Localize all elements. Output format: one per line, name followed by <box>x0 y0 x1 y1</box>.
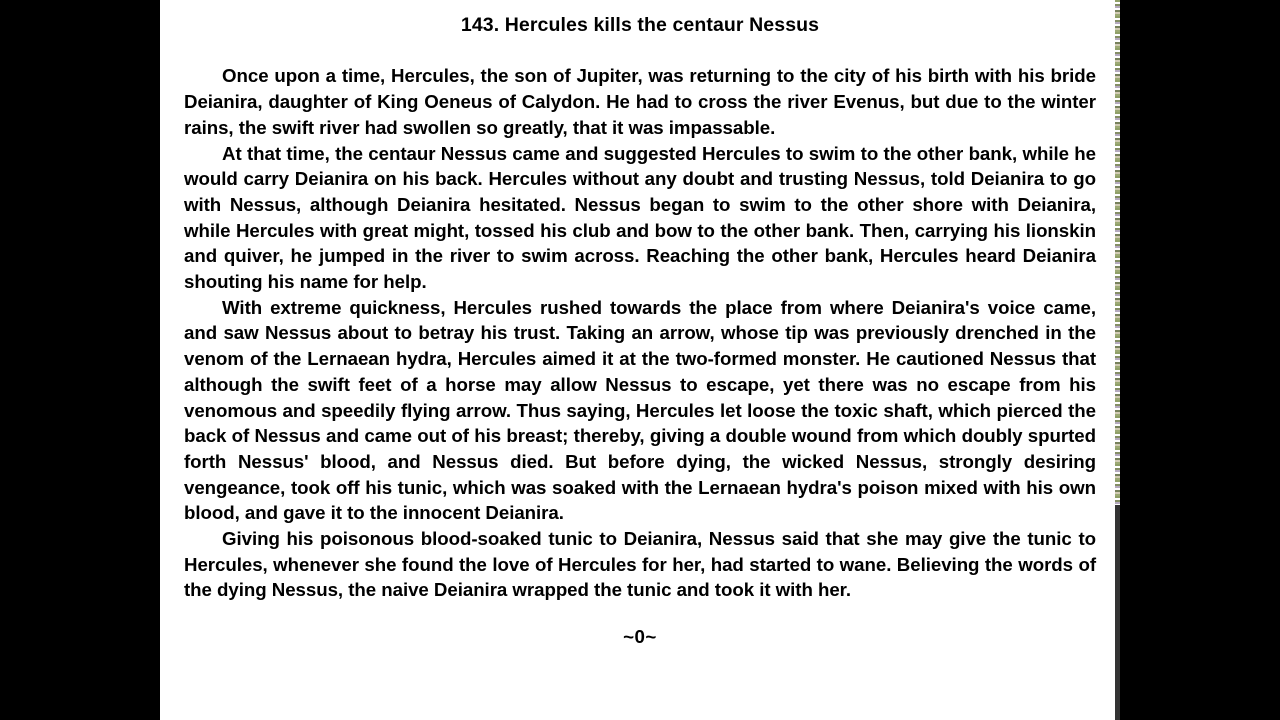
document-page <box>160 0 1120 720</box>
scan-edge-artifact <box>1115 0 1120 505</box>
document-body <box>184 63 1096 603</box>
scan-edge-artifact-lower <box>1115 505 1120 720</box>
paragraph-2: At that time, the centaur Nessus came and suggested Hercules to swim to the other bank, while he would carry Deianira on his back. Hercules without any doubt and trusting Nessus, told Deianira to go with Nessus, although Deianira hesitated. Nessus began to swim to the other shore with Deianira, while Hercules with great might, tossed his club and bow to the other bank. Then, carrying his lionskin and quiver, he jumped in the river to swim across. Reaching the other bank, Hercules heard Deianira shouting his name for help. <box>184 142 1096 293</box>
footer-ornament: ~0~ <box>623 626 657 648</box>
page-title: 143. Hercules kills the centaur Nessus <box>460 14 820 36</box>
paragraph-4: Giving his poisonous blood-soaked tunic to Deianira, Nessus said that she may give the tunic to Hercules, whenever she found the love of Hercules for her, had started to wane. Believing the words of the dying Nessus, the naive Deianira wrapped the tunic and took it with her. <box>184 528 1096 601</box>
paragraph-1: Once upon a time, Hercules, the son of Jupiter, was returning to the city of his birth with his bride Deianira, daughter of King Oeneus of Calydon. He had to cross the river Evenus, but due to the winter rains, the swift river had swollen so greatly, that it was impassable. <box>184 65 1096 138</box>
paragraph-3: With extreme quickness, Hercules rushed towards the place from where Deianira's voice came, and saw Nessus about to betray his trust. Taking an arrow, whose tip was previously drenched in the venom of the Lernaean hydra, Hercules aimed it at the two-formed monster. He cautioned Nessus that although the swift feet of a horse may allow Nessus to escape, yet there was no escape from his venomous and speedily flying arrow. Thus saying, Hercules let loose the toxic shaft, which pierced the back of Nessus and came out of his breast; thereby, giving a double wound from which doubly spurted forth Nessus' blood, and Nessus died. But before dying, the wicked Nessus, strongly desiring vengeance, took off his tunic, which was soaked with the Lernaean hydra's poison mixed with his own blood, and gave it to the innocent Deianira. <box>184 296 1096 524</box>
